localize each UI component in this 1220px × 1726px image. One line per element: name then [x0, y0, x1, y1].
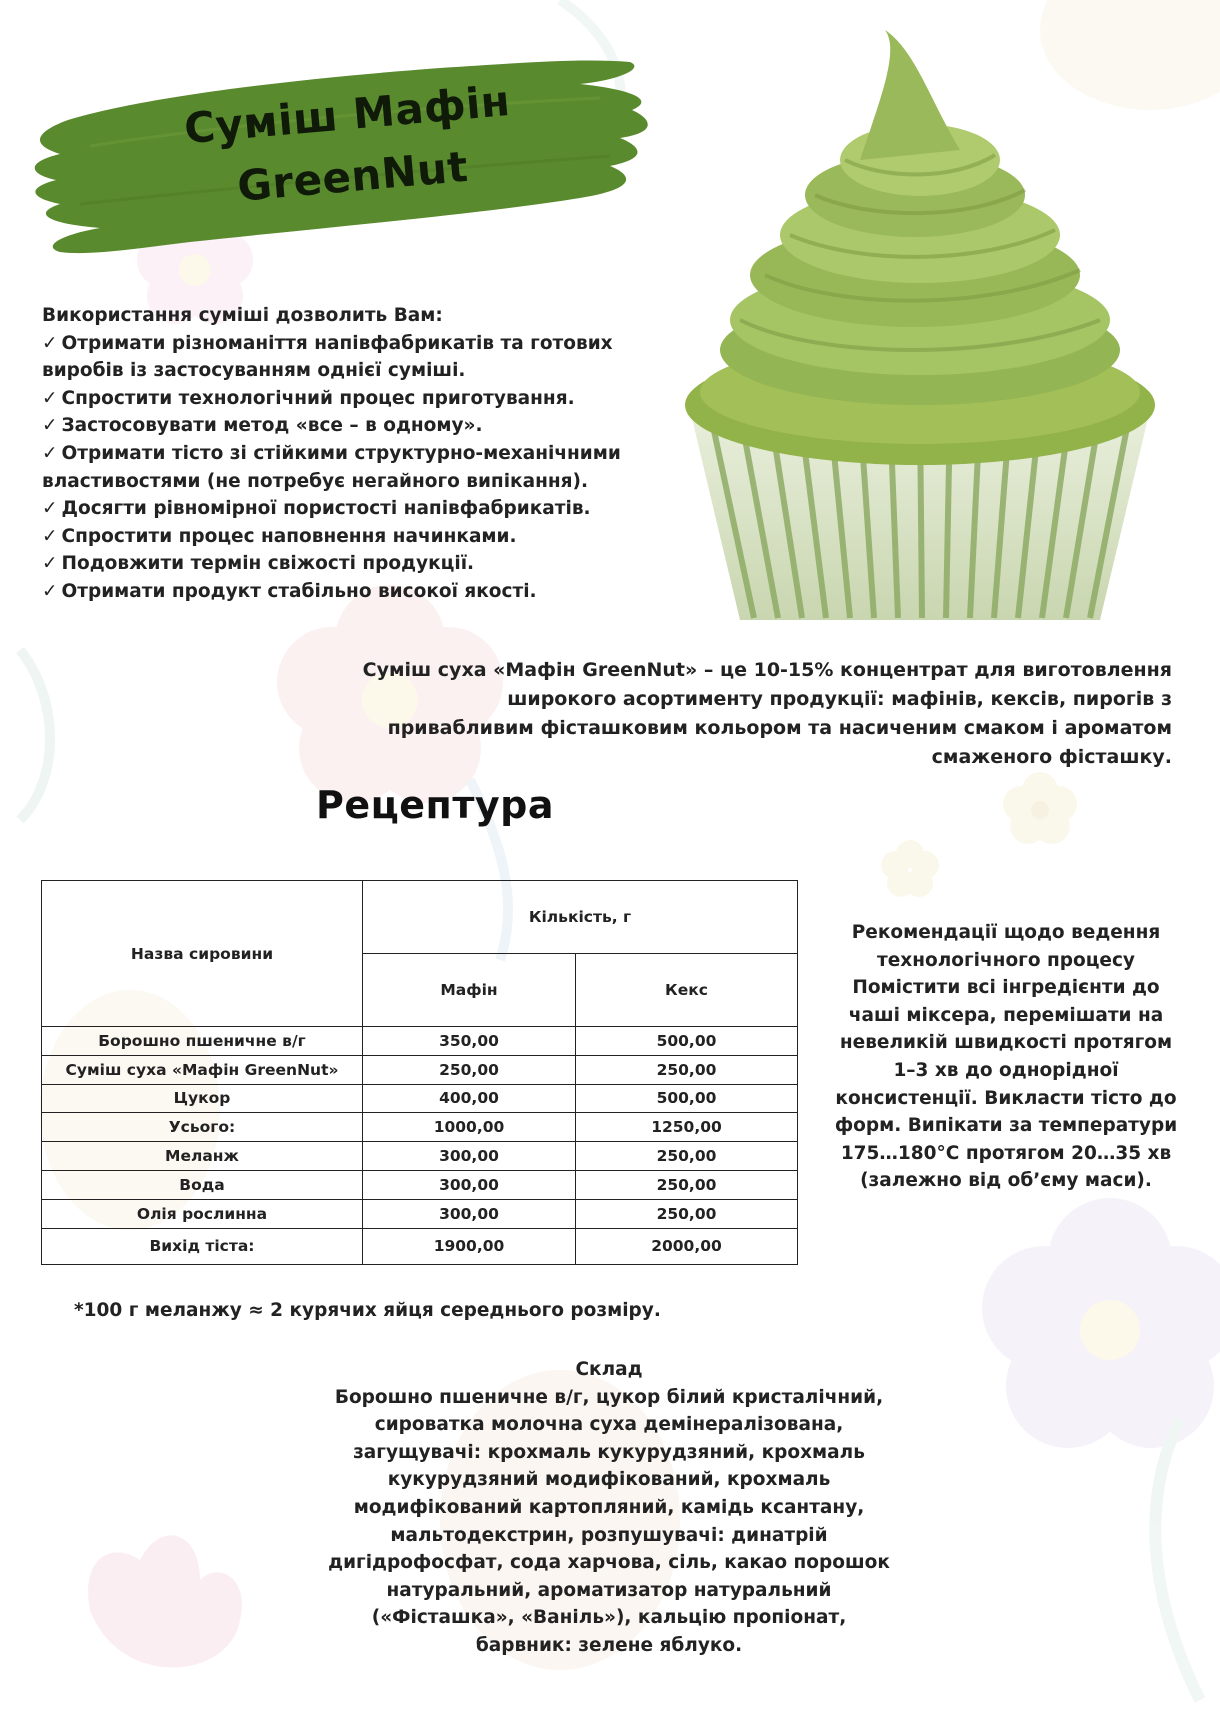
cell-ingredient: Вода: [42, 1170, 363, 1199]
cell-muffin: 400,00: [363, 1084, 576, 1113]
table-row: [42, 1170, 798, 1199]
check-icon: ✓: [42, 387, 58, 409]
benefits-section: [42, 302, 642, 606]
cell-muffin: 350,00: [363, 1027, 576, 1056]
cell-muffin: 300,00: [363, 1170, 576, 1199]
benefit-item: ✓ Досягти рівномірної пористості напівфабрикатів.: [42, 495, 642, 523]
cell-cake: 500,00: [576, 1084, 798, 1113]
title-banner: [20, 28, 660, 278]
product-description: Суміш суха «Мафін GreenNut» – це 10-15% концентрат для виготовлення широкого асортименту продукції: мафінів, кексів, пирогів з привабливим фісташковим кольором та насиченим смаком і ароматом смаженого фісташку.: [362, 659, 1172, 768]
table-row: [42, 1228, 798, 1264]
composition-text: Борошно пшеничне в/г, цукор білий кристалічний, сироватка молочна суха демінералізована, загущувачі: крохмаль кукурудзяний, крохмаль кукурудзяний модифікований, крохмаль модифікований картопляний, камідь ксантану, мальтодекстрин, розпушувачі: динатрій дигідрофосфат, сода харчова, сіль, какао порошок натуральний, ароматизатор натуральний («Фісташка», «Ваніль»), кальцію пропіонат, барвник: зелене яблуко.: [328, 1386, 890, 1656]
cell-cake: 250,00: [576, 1170, 798, 1199]
cell-ingredient: Усього:: [42, 1113, 363, 1142]
check-icon: ✓: [42, 525, 58, 547]
cell-ingredient: Суміш суха «Мафін GreenNut»: [42, 1055, 363, 1084]
composition-title: Склад: [575, 1359, 643, 1380]
table-row: [42, 1055, 798, 1084]
cell-ingredient: Меланж: [42, 1142, 363, 1171]
benefits-list: [42, 330, 642, 606]
title-line-1: Суміш Мафін: [182, 75, 513, 154]
process-recommendations: [828, 919, 1184, 1195]
title-line-2: GreenNut: [235, 141, 470, 211]
cell-cake: 2000,00: [576, 1228, 798, 1264]
benefit-item: ✓ Отримати тісто зі стійкими структурно-механічними властивостями (не потребує негайного випікання).: [42, 440, 642, 495]
cell-ingredient: Цукор: [42, 1084, 363, 1113]
cell-muffin: 250,00: [363, 1055, 576, 1084]
check-icon: ✓: [42, 332, 58, 354]
cell-cake: 250,00: [576, 1199, 798, 1228]
table-row: [42, 1199, 798, 1228]
check-icon: ✓: [42, 498, 58, 520]
header-cake: Кекс: [576, 954, 798, 1027]
table-row: [42, 1027, 798, 1056]
cell-cake: 500,00: [576, 1027, 798, 1056]
cell-ingredient: Вихід тіста:: [42, 1228, 363, 1264]
header-muffin: Мафін: [363, 954, 576, 1027]
check-icon: ✓: [42, 415, 58, 437]
footnote: *100 г меланжу ≈ 2 курячих яйця середнього розміру.: [74, 1300, 661, 1321]
cell-muffin: 300,00: [363, 1199, 576, 1228]
recipe-table: [41, 880, 798, 1265]
cell-muffin: 1900,00: [363, 1228, 576, 1264]
table-row: [42, 1084, 798, 1113]
table-row: [42, 1142, 798, 1171]
cell-cake: 250,00: [576, 1142, 798, 1171]
benefit-item: ✓ Отримати різноманіття напівфабрикатів та готових виробів із застосуванням однієї суміші.: [42, 330, 642, 385]
header-ingredient-name: Назва сировини: [42, 881, 363, 1027]
recipe-heading: Рецептура: [316, 783, 554, 827]
benefit-item: ✓ Подовжити термін свіжості продукції.: [42, 550, 642, 578]
header-quantity: Кількість, г: [363, 881, 798, 954]
benefit-item: ✓ Спростити процес наповнення начинками.: [42, 523, 642, 551]
cell-cake: 250,00: [576, 1055, 798, 1084]
recommendations-title: Рекомендації щодо ведення технологічного процесу: [851, 922, 1161, 971]
cell-ingredient: Борошно пшеничне в/г: [42, 1027, 363, 1056]
cell-cake: 1250,00: [576, 1113, 798, 1142]
cell-muffin: 300,00: [363, 1142, 576, 1171]
benefit-item: ✓ Спростити технологічний процес приготування.: [42, 385, 642, 413]
check-icon: ✓: [42, 553, 58, 575]
table-row: [42, 1113, 798, 1142]
check-icon: ✓: [42, 580, 58, 602]
check-icon: ✓: [42, 442, 58, 464]
composition-section: [326, 1356, 892, 1660]
benefit-item: ✓ Отримати продукт стабільно високої якості.: [42, 578, 642, 606]
cell-ingredient: Олія рослинна: [42, 1199, 363, 1228]
recommendations-text: Помістити всі інгредієнти до чаші міксера, перемішати на невеликій швидкості протягом 1–3 хв до однорідної консистенції. Викласти тісто до форм. Випікати за температури 175…180°С протягом 20…35 хв (залежно від об’єму маси).: [834, 977, 1178, 1192]
benefit-item: ✓ Застосовувати метод «все – в одному».: [42, 412, 642, 440]
benefits-intro: Використання суміші дозволить Вам:: [42, 305, 443, 326]
cupcake-image: [670, 20, 1170, 630]
cell-muffin: 1000,00: [363, 1113, 576, 1142]
